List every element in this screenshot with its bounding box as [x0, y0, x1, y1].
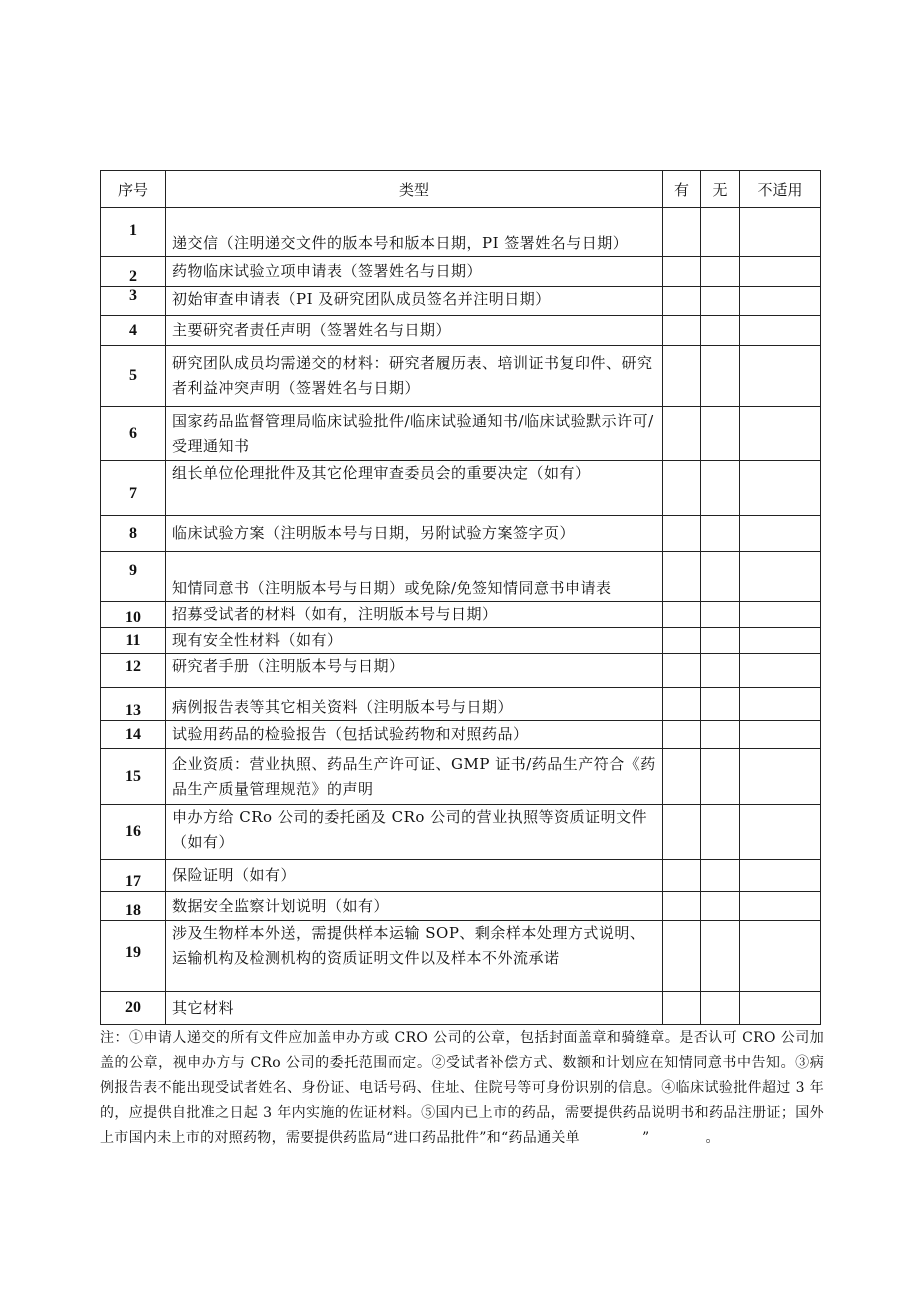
footnote [100, 1026, 824, 1151]
row-type: 研究团队成员均需递交的材料：研究者履历表、培训证书复印件、研究者利益冲突声明（签署姓名与日期） [166, 346, 663, 407]
row-type: 临床试验方案（注明版本号与日期，另附试验方案签字页） [166, 516, 663, 552]
checkbox-no[interactable] [701, 287, 740, 316]
checkbox-not-applicable[interactable] [740, 552, 821, 602]
table-row [101, 346, 821, 407]
row-type: 初始审查申请表（PI 及研究团队成员签名并注明日期） [166, 287, 663, 316]
row-type: 保险证明（如有） [166, 860, 663, 892]
footnote-closing-quote: ” [641, 1130, 650, 1146]
checkbox-no[interactable] [701, 208, 740, 257]
checkbox-yes[interactable] [663, 688, 701, 721]
row-number: 12 [101, 654, 166, 688]
row-type: 数据安全监察计划说明（如有） [166, 892, 663, 921]
checkbox-not-applicable[interactable] [740, 316, 821, 346]
checkbox-yes[interactable] [663, 257, 701, 287]
checkbox-yes[interactable] [663, 208, 701, 257]
row-number: 9 [101, 552, 166, 602]
row-type: 招募受试者的材料（如有，注明版本号与日期） [166, 602, 663, 628]
table-header-row [101, 171, 821, 208]
row-number: 15 [101, 749, 166, 805]
table-row [101, 892, 821, 921]
row-number: 19 [101, 921, 166, 992]
checkbox-yes[interactable] [663, 721, 701, 749]
checkbox-not-applicable[interactable] [740, 860, 821, 892]
checkbox-not-applicable[interactable] [740, 921, 821, 992]
table-row [101, 552, 821, 602]
checkbox-no[interactable] [701, 257, 740, 287]
checkbox-yes[interactable] [663, 461, 701, 516]
checkbox-not-applicable[interactable] [740, 628, 821, 654]
checkbox-no[interactable] [701, 552, 740, 602]
header-no: 无 [701, 171, 740, 208]
row-number: 20 [101, 992, 166, 1025]
header-type: 类型 [166, 171, 663, 208]
checkbox-not-applicable[interactable] [740, 654, 821, 688]
header-index: 序号 [101, 171, 166, 208]
row-number: 17 [101, 860, 166, 892]
checkbox-yes[interactable] [663, 316, 701, 346]
row-number: 10 [101, 602, 166, 628]
checkbox-yes[interactable] [663, 602, 701, 628]
row-type: 涉及生物样本外送，需提供样本运输 SOP、剩余样本处理方式说明、运输机构及检测机构的资质证明文件以及样本不外流承诺 [166, 921, 663, 992]
checkbox-not-applicable[interactable] [740, 602, 821, 628]
checkbox-not-applicable[interactable] [740, 516, 821, 552]
checkbox-no[interactable] [701, 346, 740, 407]
checkbox-yes[interactable] [663, 654, 701, 688]
row-type: 申办方给 CRo 公司的委托函及 CRo 公司的营业执照等资质证明文件（如有） [166, 805, 663, 860]
checkbox-not-applicable[interactable] [740, 892, 821, 921]
table-row [101, 860, 821, 892]
table-row [101, 287, 821, 316]
table-row [101, 461, 821, 516]
checkbox-yes[interactable] [663, 346, 701, 407]
row-type: 主要研究者责任声明（签署姓名与日期） [166, 316, 663, 346]
row-number: 16 [101, 805, 166, 860]
checkbox-no[interactable] [701, 688, 740, 721]
table-row [101, 208, 821, 257]
checkbox-no[interactable] [701, 805, 740, 860]
table-row [101, 628, 821, 654]
checkbox-not-applicable[interactable] [740, 805, 821, 860]
row-number: 3 [101, 287, 166, 316]
row-type: 试验用药品的检验报告（包括试验药物和对照药品） [166, 721, 663, 749]
checkbox-yes[interactable] [663, 749, 701, 805]
row-type: 研究者手册（注明版本号与日期） [166, 654, 663, 688]
checkbox-no[interactable] [701, 461, 740, 516]
checkbox-yes[interactable] [663, 552, 701, 602]
checkbox-no[interactable] [701, 516, 740, 552]
row-type: 现有安全性材料（如有） [166, 628, 663, 654]
checkbox-not-applicable[interactable] [740, 721, 821, 749]
row-type: 病例报告表等其它相关资料（注明版本号与日期） [166, 688, 663, 721]
header-yes: 有 [663, 171, 701, 208]
checkbox-not-applicable[interactable] [740, 208, 821, 257]
checkbox-yes[interactable] [663, 805, 701, 860]
table-row [101, 749, 821, 805]
checkbox-no[interactable] [701, 749, 740, 805]
row-number: 5 [101, 346, 166, 407]
checkbox-yes[interactable] [663, 892, 701, 921]
row-number: 1 [101, 208, 166, 257]
checkbox-no[interactable] [701, 721, 740, 749]
row-type: 企业资质：营业执照、药品生产许可证、GMP 证书/药品生产符合《药品生产质量管理规范》的声明 [166, 749, 663, 805]
checkbox-no[interactable] [701, 654, 740, 688]
table-row [101, 316, 821, 346]
table-row [101, 407, 821, 461]
row-number: 6 [101, 407, 166, 461]
checkbox-no[interactable] [701, 992, 740, 1025]
row-type: 知情同意书（注明版本号与日期）或免除/免签知情同意书申请表 [166, 552, 663, 602]
row-number: 14 [101, 721, 166, 749]
table-row [101, 516, 821, 552]
table-row [101, 921, 821, 992]
footnote-period: 。 [705, 1130, 720, 1146]
header-not-applicable: 不适用 [740, 171, 821, 208]
checkbox-not-applicable[interactable] [740, 407, 821, 461]
checkbox-not-applicable[interactable] [740, 257, 821, 287]
checkbox-yes[interactable] [663, 860, 701, 892]
checkbox-yes[interactable] [663, 992, 701, 1025]
row-type: 药物临床试验立项申请表（签署姓名与日期） [166, 257, 663, 287]
checkbox-not-applicable[interactable] [740, 287, 821, 316]
row-number: 4 [101, 316, 166, 346]
row-type: 递交信（注明递交文件的版本号和版本日期，PI 签署姓名与日期） [166, 208, 663, 257]
table-row [101, 257, 821, 287]
checklist-sheet [100, 170, 820, 1025]
table-row [101, 688, 821, 721]
table-row [101, 654, 821, 688]
document-checklist-table [100, 170, 821, 1025]
checkbox-no[interactable] [701, 860, 740, 892]
table-row [101, 805, 821, 860]
row-number: 8 [101, 516, 166, 552]
checkbox-no[interactable] [701, 628, 740, 654]
checkbox-yes[interactable] [663, 516, 701, 552]
row-number: 18 [101, 892, 166, 921]
checkbox-yes[interactable] [663, 407, 701, 461]
checkbox-not-applicable[interactable] [740, 461, 821, 516]
row-number: 13 [101, 688, 166, 721]
checkbox-no[interactable] [701, 602, 740, 628]
checkbox-yes[interactable] [663, 921, 701, 992]
row-number: 2 [101, 257, 166, 287]
table-row [101, 721, 821, 749]
row-type: 组长单位伦理批件及其它伦理审查委员会的重要决定（如有） [166, 461, 663, 516]
checkbox-not-applicable[interactable] [740, 688, 821, 721]
checkbox-not-applicable[interactable] [740, 749, 821, 805]
row-number: 7 [101, 461, 166, 516]
row-type: 国家药品监督管理局临床试验批件/临床试验通知书/临床试验默示许可/受理通知书 [166, 407, 663, 461]
checkbox-no[interactable] [701, 921, 740, 992]
checkbox-no[interactable] [701, 892, 740, 921]
table-row [101, 602, 821, 628]
checkbox-no[interactable] [701, 316, 740, 346]
checkbox-not-applicable[interactable] [740, 346, 821, 407]
checkbox-yes[interactable] [663, 287, 701, 316]
table-row [101, 992, 821, 1025]
footnote-body: 注：①申请人递交的所有文件应加盖申办方或 CRO 公司的公章，包括封面盖章和骑缝章。是否认可 CRO 公司加盖的公章，视申办方与 CRo 公司的委托范围而定。②受试者补偿方式、数额和计划应在知情同意书中告知。③病例报告表不能出现受试者姓名、身份证、电话号码、住址、住院号等可身份识别的信息。④临床试验批件超过 3 年的，应提供自批准之日起 3 年内实施的佐证材料。⑤国内已上市的药品，需要提供药品说明书和药品注册证；国外上市国内未上市的对照药物，需要提供药监局“进口药品批件”和“药品通关单 [100, 1030, 824, 1146]
checkbox-yes[interactable] [663, 628, 701, 654]
checkbox-no[interactable] [701, 407, 740, 461]
checkbox-not-applicable[interactable] [740, 992, 821, 1025]
row-number: 11 [101, 628, 166, 654]
row-type: 其它材料 [166, 992, 663, 1025]
